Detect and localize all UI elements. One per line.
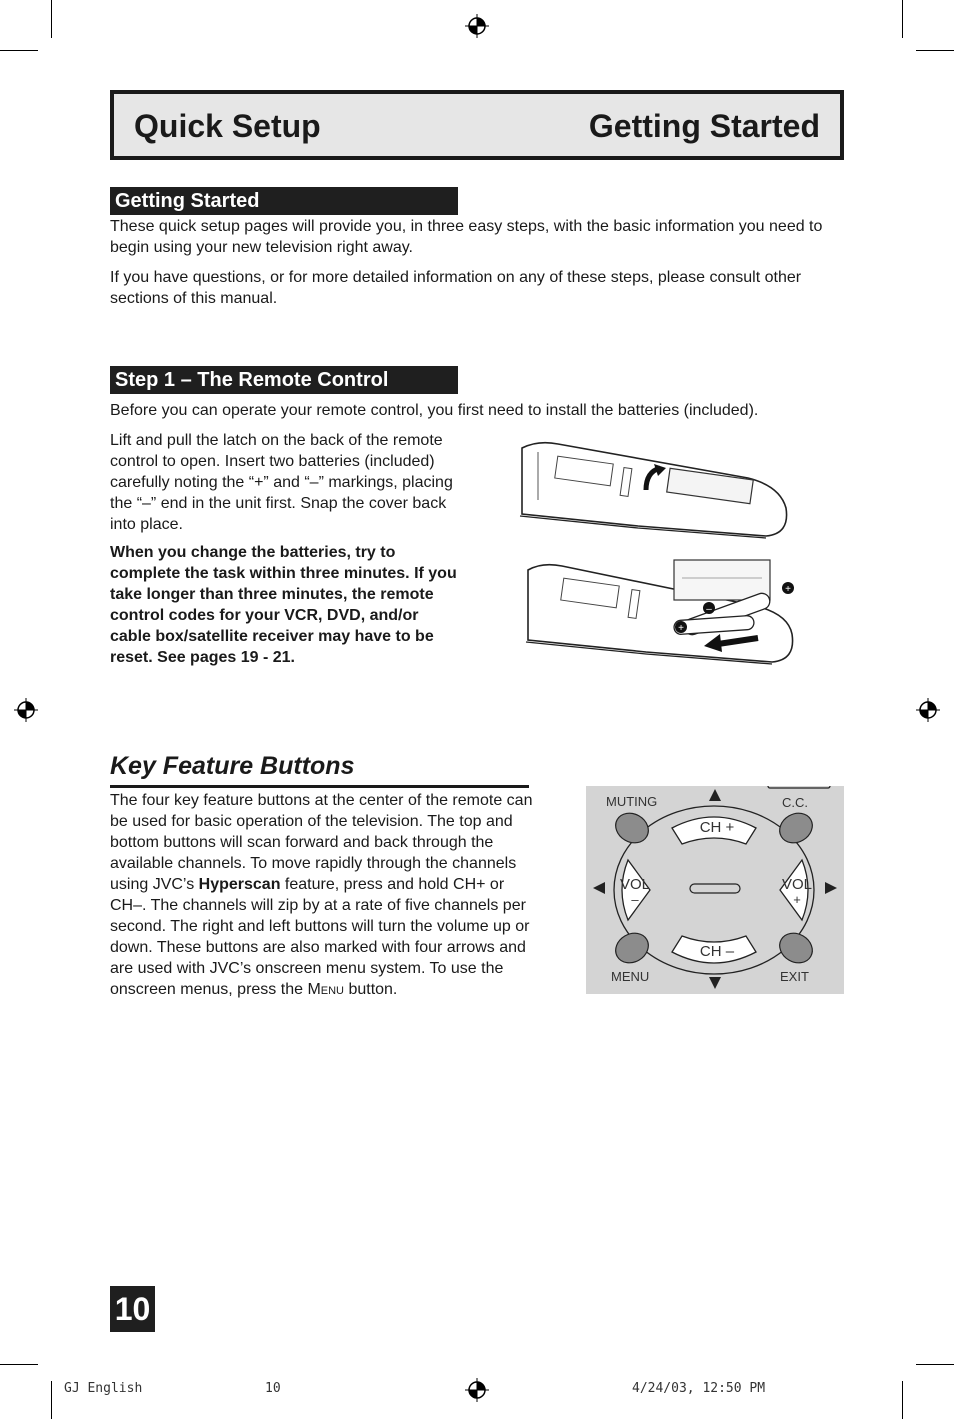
key-features-text-2: feature, press and hold CH+ or CH–. The channels will zip by at a rate of five channels per second. The right and left buttons will turn the volume up or down. These buttons are also marked with four arrows and are used with JVC’s onscreen menu system. To use the onscreen menus, press the	[110, 876, 530, 998]
vol-minus-button	[618, 877, 652, 907]
key-features-text-3: button.	[344, 981, 398, 998]
vol-plus-label: VOL	[781, 876, 812, 893]
crop-mark	[902, 0, 903, 38]
registration-mark-icon	[916, 698, 940, 722]
step1-instructions: Lift and pull the latch on the back of the remote control to open. Insert two batteries (included) carefully noting the “+” and “–” markings, placing the “–” end in the unit first. Snap the cover back into place.	[110, 432, 453, 533]
vol-minus-sign: –	[631, 892, 639, 907]
svg-text:+: +	[785, 584, 791, 595]
arrow-down-icon	[708, 976, 722, 990]
remote-back-illustration	[518, 438, 790, 542]
key-features-text-1: The four key feature buttons at the center of the remote can be used for basic operation of the television. The top and bottom buttons will scan forward and back through the available channels. To move rapidly through the channels using JVC’s	[110, 792, 533, 893]
page-number: 10	[110, 1286, 155, 1332]
key-features-heading: Key Feature Buttons	[110, 752, 355, 780]
arrow-right-icon	[824, 881, 838, 895]
vol-plus-sign: +	[793, 892, 801, 907]
crop-mark	[902, 1381, 903, 1419]
ch-plus-label: CH +	[699, 819, 735, 836]
getting-started-heading: Getting Started	[110, 187, 458, 215]
vol-minus-label: VOL	[619, 876, 650, 893]
remote-battery-illustration	[522, 556, 798, 666]
getting-started-para-1: These quick setup pages will provide you, in three easy steps, with the basic information you need to begin using your new television right away.	[110, 218, 823, 256]
hyperscan-term: Hyperscan	[198, 876, 281, 893]
step1-warning: When you change the batteries, try to complete the task within three minutes. If you take longer than three minutes, the remote control codes for your VCR, DVD, and/or cable box/satellite receiver may have to be reset. See pages 19 - 21.	[110, 544, 457, 666]
muting-label: MUTING	[606, 794, 658, 809]
svg-text:+: +	[678, 623, 684, 634]
page-header	[110, 90, 844, 160]
footer-page: 10	[265, 1381, 281, 1396]
registration-mark-icon	[465, 14, 489, 38]
crop-mark	[916, 50, 954, 51]
header-left-title: Quick Setup	[134, 108, 321, 144]
step1-heading: Step 1 – The Remote Control	[110, 366, 458, 394]
crop-mark	[51, 0, 52, 38]
step1-intro: Before you can operate your remote control, you first need to install the batteries (included).	[110, 402, 759, 419]
key-features-body	[110, 790, 540, 1000]
cc-label: C.C.	[782, 795, 808, 810]
exit-label: EXIT	[780, 969, 809, 984]
header-right-title: Getting Started	[588, 108, 820, 144]
footer-date: 4/24/03, 12:50 PM	[632, 1381, 766, 1396]
svg-text:–: –	[706, 604, 712, 615]
crop-mark	[51, 1381, 52, 1419]
footer-file: GJ English	[64, 1381, 143, 1396]
menu-term: Menu	[307, 981, 344, 998]
crop-mark	[0, 1364, 38, 1365]
crop-mark	[0, 50, 38, 51]
registration-mark-icon	[465, 1378, 489, 1402]
arrow-left-icon	[592, 881, 606, 895]
key-features-underline	[110, 785, 529, 788]
registration-mark-icon	[14, 698, 38, 722]
vol-plus-button	[780, 877, 814, 907]
menu-label: MENU	[611, 969, 650, 984]
arrow-up-icon	[708, 788, 722, 802]
getting-started-para-2: If you have questions, or for more detailed information on any of these steps, please consult other sections of this manual.	[110, 269, 802, 307]
remote-control-diagram	[586, 786, 844, 994]
ch-minus-label: CH –	[699, 943, 735, 960]
crop-mark	[916, 1364, 954, 1365]
